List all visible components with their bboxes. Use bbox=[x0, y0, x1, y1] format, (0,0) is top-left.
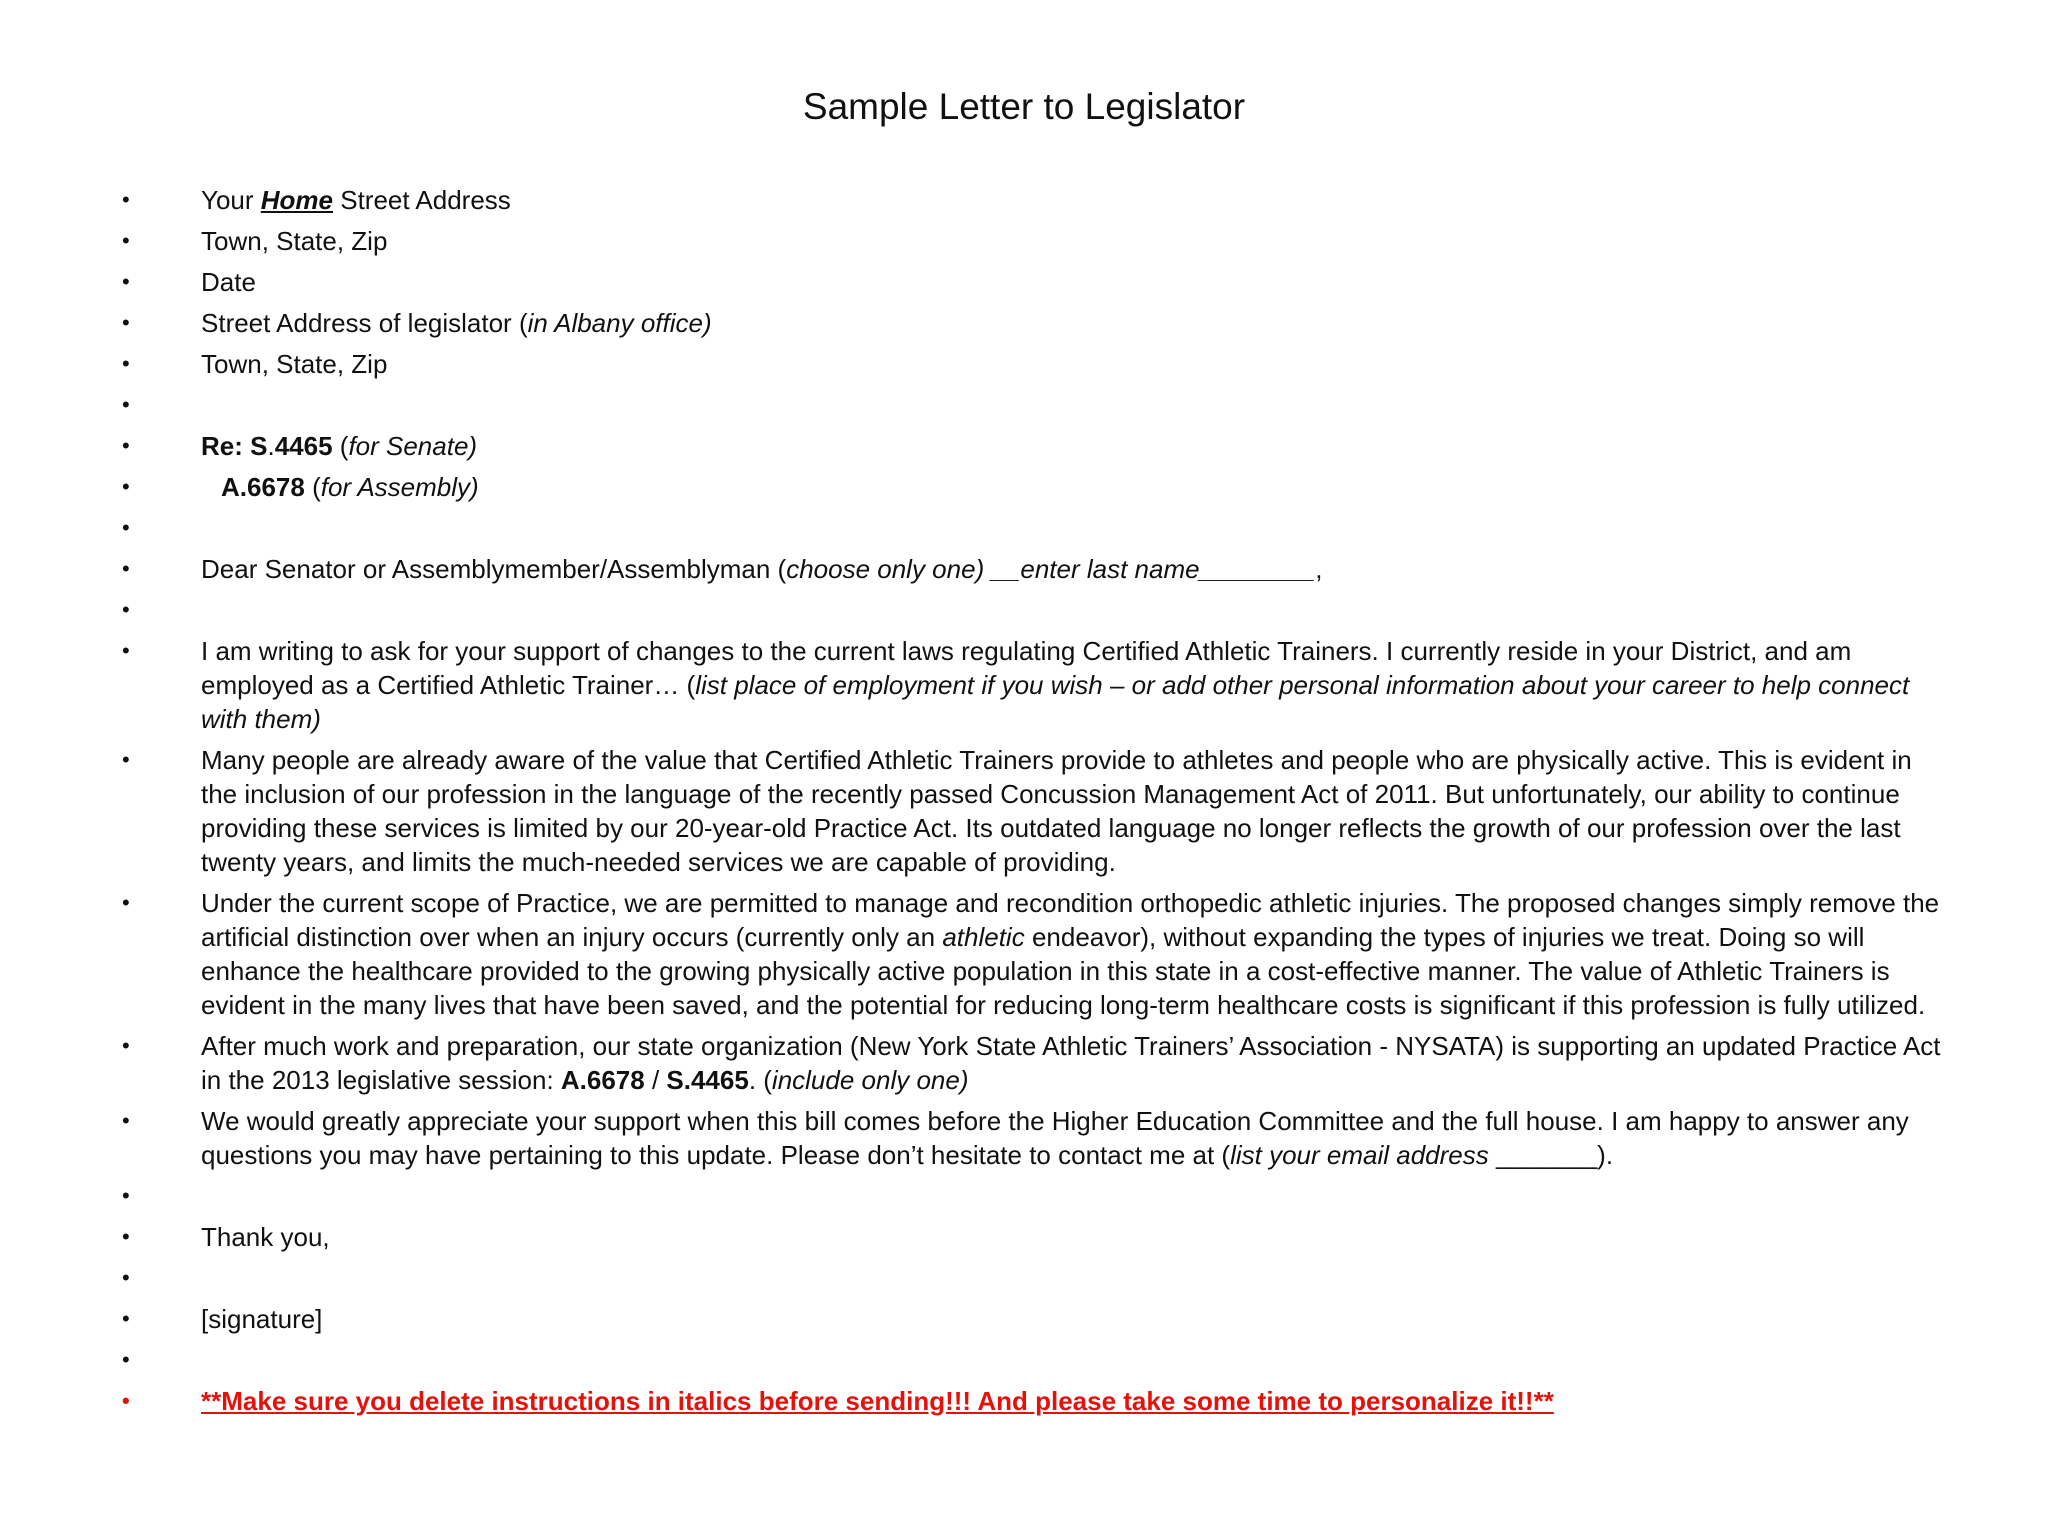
empty-line bbox=[0, 1343, 1946, 1377]
assembly-note: for Assembly) bbox=[320, 472, 479, 502]
paragraph-nysata-open: . ( bbox=[748, 1065, 772, 1095]
bullet-icon: • bbox=[122, 556, 130, 581]
bullet-icon: • bbox=[122, 1183, 130, 1208]
bullet-icon: • bbox=[122, 187, 130, 212]
paragraph-scope-emphasis: athletic bbox=[942, 922, 1025, 952]
bullet-icon: • bbox=[122, 310, 130, 335]
salutation-line bbox=[0, 552, 1946, 586]
assembly-bill-number: A.6678 bbox=[221, 472, 305, 502]
empty-line bbox=[0, 511, 1946, 545]
bullet-icon: • bbox=[122, 515, 130, 540]
paragraph-intro-note: list place of employment if you wish – or add other personal information about your career to help connect with them) bbox=[201, 670, 1910, 734]
legislator-address-text: Street Address of legislator ( bbox=[201, 308, 528, 338]
paragraph-request-text: We would greatly appreciate your support when this bill comes before the Higher Education Committee and the full house. I am happy to answer any questions you may have pertaining to this update. Please don’t hesitate to contact me at ( bbox=[201, 1106, 1909, 1170]
legislator-town-line bbox=[0, 347, 1946, 381]
page-title: Sample Letter to Legislator bbox=[802, 86, 1246, 127]
bullet-icon: • bbox=[122, 1306, 130, 1331]
paragraph-scope-text-b: endeavor), without expanding the types of injuries we treat. Doing so will enhance the healthcare provided to the growing physically active population in this state in a cost-effective manner. The value of Athletic Trainers is evident in the many lives that have been saved, and the potential for reducing long-term healthcare costs is significant if this profession is fully utilized. bbox=[201, 922, 1926, 1020]
warning-text: **Make sure you delete instructions in italics before sending!!! And please take some time to personalize it!!** bbox=[201, 1386, 1554, 1416]
paragraph-scope bbox=[0, 886, 1946, 1022]
salutation-note: choose only one) __enter last name________ bbox=[786, 554, 1316, 584]
salutation-text: Dear Senator or Assemblymember/Assemblyman ( bbox=[201, 554, 787, 584]
bullet-icon: • bbox=[122, 638, 130, 663]
bullet-icon: • bbox=[122, 1224, 130, 1249]
bullet-icon: • bbox=[122, 1347, 130, 1372]
warning-line bbox=[0, 1384, 1946, 1418]
bullet-icon: • bbox=[122, 1033, 130, 1058]
paragraph-nysata-text: After much work and preparation, our state organization (New York State Athletic Trainers’ Association - NYSATA) is supporting an updated Practice Act in the 2013 legislative session: bbox=[201, 1031, 1941, 1095]
home-address-suffix: Street Address bbox=[333, 185, 511, 215]
bullet-icon: • bbox=[122, 597, 130, 622]
legislator-town-text: Town, State, Zip bbox=[201, 349, 388, 379]
legislator-address-note: in Albany office) bbox=[527, 308, 712, 338]
date-text: Date bbox=[201, 267, 256, 297]
paragraph-nysata-note: include only one) bbox=[771, 1065, 969, 1095]
empty-line bbox=[0, 593, 1946, 627]
empty-line bbox=[0, 388, 1946, 422]
paragraph-intro-text: I am writing to ask for your support of changes to the current laws regulating Certified Athletic Trainers. I currently reside in your District, and am employed as a Certified Athletic Trainer… ( bbox=[201, 636, 1852, 700]
home-address-prefix: Your bbox=[201, 185, 261, 215]
bullet-icon: • bbox=[122, 474, 130, 499]
paragraph-request-tail: _______). bbox=[1488, 1140, 1614, 1170]
closing-text: Thank you, bbox=[201, 1222, 330, 1252]
bullet-icon: • bbox=[122, 890, 130, 915]
bullet-icon: • bbox=[122, 392, 130, 417]
signature-line bbox=[0, 1302, 1946, 1336]
paragraph-value bbox=[0, 743, 1946, 879]
assembly-open: ( bbox=[304, 472, 321, 502]
paragraph-request-note: list your email address bbox=[1230, 1140, 1489, 1170]
re-label: Re: S bbox=[201, 431, 268, 461]
legislator-address-line bbox=[0, 306, 1946, 340]
bullet-icon: • bbox=[122, 1108, 130, 1133]
re-senate-line bbox=[0, 429, 1946, 463]
salutation-comma: , bbox=[1315, 554, 1323, 584]
paragraph-nysata-slash: / bbox=[644, 1065, 667, 1095]
date-line bbox=[0, 265, 1946, 299]
paragraph-request bbox=[0, 1104, 1946, 1172]
empty-line bbox=[0, 1179, 1946, 1213]
bullet-icon: • bbox=[122, 228, 130, 253]
bullet-icon: • bbox=[122, 433, 130, 458]
paragraph-nysata-bill-s: S.4465 bbox=[666, 1065, 749, 1095]
paragraph-scope-text-a: Under the current scope of Practice, we are permitted to manage and recondition orthopedic athletic injuries. The proposed changes simply remove the artificial distinction over when an injury occurs (currently only an bbox=[201, 888, 1940, 952]
home-town-line bbox=[0, 224, 1946, 258]
senate-note: for Senate) bbox=[348, 431, 478, 461]
paragraph-value-text: Many people are already aware of the value that Certified Athletic Trainers provide to athletes and people who are physically active. This is evident in the inclusion of our profession in the language of the recently passed Concussion Management Act of 2011. But unfortunately, our ability to continue providing these services is limited by our 20-year-old Practice Act. Its outdated language no longer reflects the growth of our profession over the last twenty years, and limits the much-needed services we are capable of providing. bbox=[201, 745, 1912, 877]
home-address-line bbox=[0, 183, 1946, 217]
letter-body bbox=[0, 183, 2048, 1425]
senate-bill-number: 4465 bbox=[274, 431, 333, 461]
bullet-icon: • bbox=[122, 1265, 130, 1290]
bullet-icon: • bbox=[122, 747, 130, 772]
home-emphasis: Home bbox=[260, 185, 334, 215]
bullet-icon: • bbox=[122, 351, 130, 376]
bullet-icon: • bbox=[122, 269, 130, 294]
senate-open: ( bbox=[332, 431, 349, 461]
paragraph-nysata bbox=[0, 1029, 1946, 1097]
bullet-icon: • bbox=[122, 1388, 130, 1413]
closing-line bbox=[0, 1220, 1946, 1254]
re-dot: . bbox=[267, 431, 275, 461]
paragraph-intro bbox=[0, 634, 1946, 736]
empty-line bbox=[0, 1261, 1946, 1295]
home-town-text: Town, State, Zip bbox=[201, 226, 388, 256]
paragraph-nysata-bill-a: A.6678 bbox=[560, 1065, 645, 1095]
re-assembly-line bbox=[0, 470, 1946, 504]
signature-placeholder: [signature] bbox=[201, 1304, 323, 1334]
